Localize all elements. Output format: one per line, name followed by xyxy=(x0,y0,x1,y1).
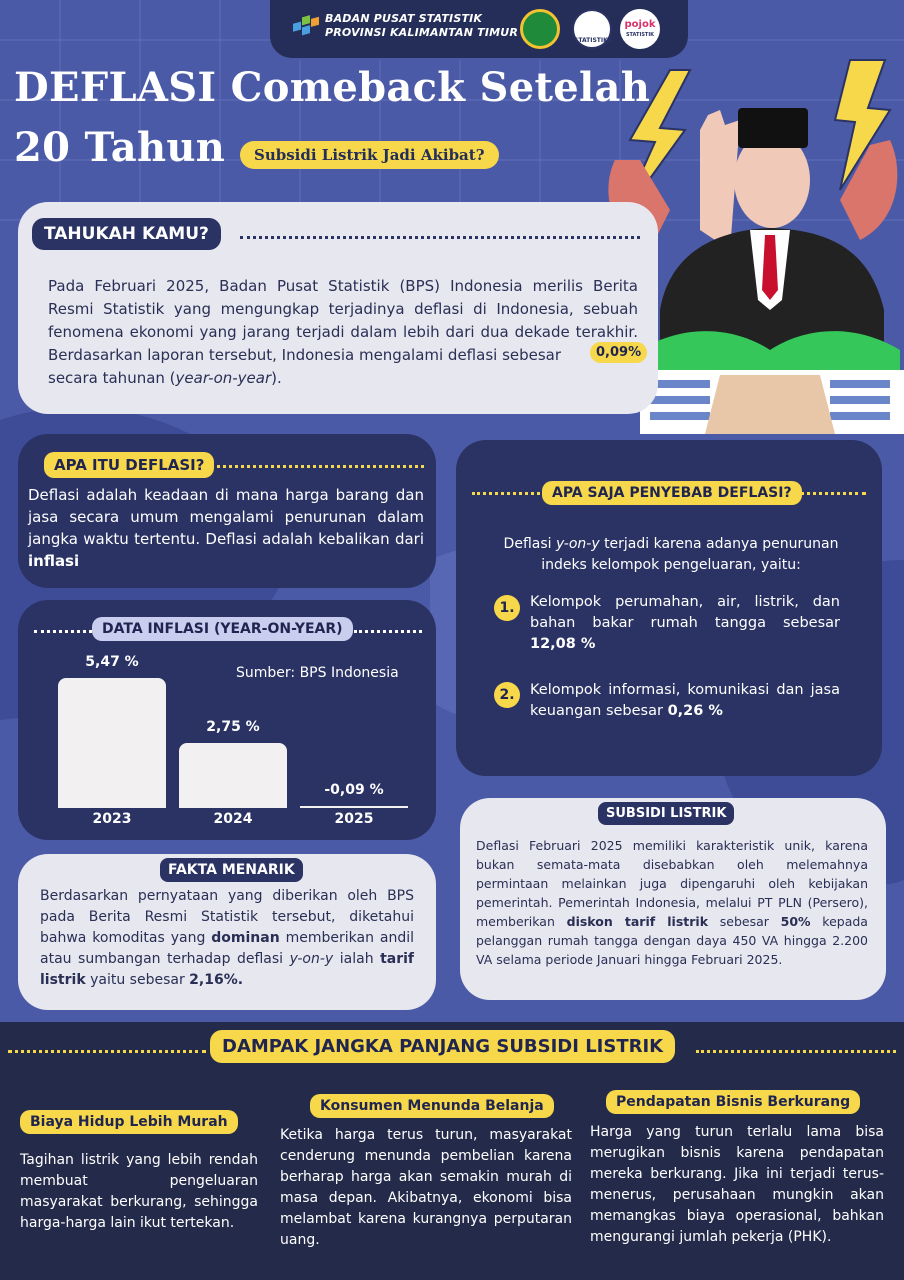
penyebab-intro-post: terjadi karena adanya penurunan indeks kelompok pengeluaran, yaitu: xyxy=(541,536,839,573)
pojok-logo-text: pojok xyxy=(624,19,656,30)
tahukah-body xyxy=(48,275,638,390)
chart-source: Sumber: BPS Indonesia xyxy=(236,665,399,681)
apa-itu-dotted-line xyxy=(204,465,424,468)
chart-value-label-2024: 2,75 % xyxy=(206,719,260,735)
apa-itu-body-bold: inflasi xyxy=(28,552,80,570)
apa-itu-body xyxy=(28,484,424,572)
subsidi-body-mid: sebesar xyxy=(719,914,769,929)
dampak-3-text: Harga yang turun terlalu lama bisa merugikan bisnis karena pendapatan mereka berkurang. Jika ini terjadi terus-menerus, perusahaan mungkin akan memangkas biaya operasional, bahkan mengurangi jumlah pekerja (PHK). xyxy=(590,1124,884,1245)
statistika-logo-text: STATISTIKA xyxy=(574,37,613,44)
province-emblem-icon xyxy=(520,9,560,49)
fakta-text-3: ialah xyxy=(339,951,374,967)
tahukah-body-main: Pada Februari 2025, Badan Pusat Statistik (BPS) Indonesia merilis Berita Resmi Statistik yang mengungkap terjadinya deflasi di Indonesia, sebuah fenomena ekonomi yang jarang terjadi dalam lebih dari dua dekade terakhir. Berdasarkan laporan tersebut, Indonesia mengalami deflasi sebesar xyxy=(48,277,638,364)
tahukah-body-tail-suffix: ). xyxy=(271,369,282,387)
chart-category-label-2023: 2023 xyxy=(92,811,132,827)
fakta-body xyxy=(40,886,414,991)
fakta-text-2: memberikan andil atau sumbangan terhadap deflasi xyxy=(40,930,414,967)
agency-line-2: PROVINSI KALIMANTAN TIMUR xyxy=(325,26,519,39)
cause-2-text xyxy=(530,680,840,722)
subsidi-body-bold-1: diskon tarif listrik xyxy=(566,914,709,929)
chart-category-label-2025: 2025 xyxy=(334,811,374,827)
penyebab-intro-italic: y-on-y xyxy=(555,536,600,552)
subsidi-body xyxy=(476,836,868,969)
tahukah-tag: TAHUKAH KAMU? xyxy=(32,218,221,250)
subsidi-tag: SUBSIDI LISTRIK xyxy=(598,802,734,825)
dampak-1-text: Tagihan listrik yang lebih rendah membuat pengeluaran masyarakat berkurang, sehingga harga-harga lain ikut tertekan. xyxy=(20,1152,258,1231)
agency-name xyxy=(325,12,518,40)
chart-value-label-2023: 5,47 % xyxy=(85,654,139,670)
chart-category-label-2024: 2024 xyxy=(213,811,253,827)
cause-2-description: Kelompok informasi, komunikasi dan jasa keuangan sebesar xyxy=(530,682,840,719)
chart-dotted-line-left xyxy=(34,630,92,633)
penyebab-dotted-line-left xyxy=(472,492,540,495)
cause-1-description: Kelompok perumahan, air, listrik, dan bahan bakar rumah tangga sebesar xyxy=(530,594,840,631)
tahukah-dotted-line xyxy=(240,236,640,239)
page-title-line-1: DEFLASI Comeback Setelah xyxy=(14,64,651,111)
dampak-dotted-line-left xyxy=(8,1050,206,1053)
chart-dotted-line-right xyxy=(354,630,422,633)
deflation-rate-badge: 0,09% xyxy=(590,342,647,363)
fakta-bold-3: 2,16%. xyxy=(189,972,244,988)
dampak-2-text: Ketika harga terus turun, masyarakat cenderung menunda pembelian karena berharap harga akan semakin murah di masa depan. Akibatnya, ekonomi bisa melambat karena kurangnya perputaran uang. xyxy=(280,1127,572,1248)
subsidi-body-bold-2: 50% xyxy=(780,914,811,929)
penyebab-intro-pre: Deflasi xyxy=(503,536,552,552)
penyebab-tag: APA SAJA PENYEBAB DEFLASI? xyxy=(542,481,802,505)
apa-itu-body-text: Deflasi adalah keadaan di mana harga barang dan jasa secara umum mengalami penurunan dalam jangka waktu tertentu. Deflasi adalah kebalikan dari xyxy=(28,486,424,548)
page-title-line-2: 20 Tahun xyxy=(14,124,226,171)
fakta-bold-2: tarif listrik xyxy=(40,951,415,988)
pojok-logo-subtext: STATISTIK xyxy=(625,32,655,38)
chart-value-label-2025: -0,09 % xyxy=(324,782,384,798)
pojok-statistik-logo xyxy=(620,9,660,49)
statistika-logo xyxy=(572,9,612,49)
dampak-dotted-line-right xyxy=(696,1050,896,1053)
cause-1-number: 1. xyxy=(494,595,520,621)
penyebab-dotted-line-right xyxy=(794,492,866,495)
cause-2-value: 0,26 % xyxy=(667,703,723,719)
fakta-tag: FAKTA MENARIK xyxy=(160,858,303,882)
fakta-text-1: Berdasarkan pernyataan yang diberikan oleh BPS pada Berita Resmi Statistik tersebut, diketahui bahwa komoditas yang xyxy=(40,888,414,946)
cause-1-text xyxy=(530,592,840,655)
dampak-3-tag: Pendapatan Bisnis Berkurang xyxy=(606,1090,860,1114)
fakta-text-4: yaitu sebesar xyxy=(90,972,185,988)
dampak-2-tag: Konsumen Menunda Belanja xyxy=(310,1094,554,1118)
subsidi-body-tail: kepada pelanggan rumah tangga dengan daya 450 VA hingga 2.200 VA selama periode Januari hingga Februari 2025. xyxy=(476,914,868,967)
penyebab-intro xyxy=(482,534,860,576)
tahukah-body-italic: year-on-year xyxy=(175,369,272,387)
tahukah-body-tail-prefix: secara tahunan ( xyxy=(48,369,176,387)
fakta-italic: y-on-y xyxy=(289,951,334,967)
subsidi-body-main: Deflasi Februari 2025 memiliki karakteristik unik, karena bukan semata-mata disebabkan oleh melemahnya permintaan melainkan juga dipengaruhi oleh kebijakan pemerintah. Pemerintah Indonesia, melalui PT PLN (Persero), memberikan xyxy=(476,838,868,929)
page-subtitle: Subsidi Listrik Jadi Akibat? xyxy=(240,141,499,169)
cause-2-number: 2. xyxy=(494,682,520,708)
agency-line-1: BADAN PUSAT STATISTIK xyxy=(325,12,483,25)
chart-title: DATA INFLASI (YEAR-ON-YEAR) xyxy=(92,617,353,641)
dampak-title: DAMPAK JANGKA PANJANG SUBSIDI LISTRIK xyxy=(210,1030,675,1063)
apa-itu-tag: APA ITU DEFLASI? xyxy=(44,452,214,478)
bps-logo-icon xyxy=(292,14,320,40)
fakta-bold-1: dominan xyxy=(211,930,280,946)
dampak-1-tag: Biaya Hidup Lebih Murah xyxy=(20,1110,238,1134)
cause-1-value: 12,08 % xyxy=(530,636,596,652)
